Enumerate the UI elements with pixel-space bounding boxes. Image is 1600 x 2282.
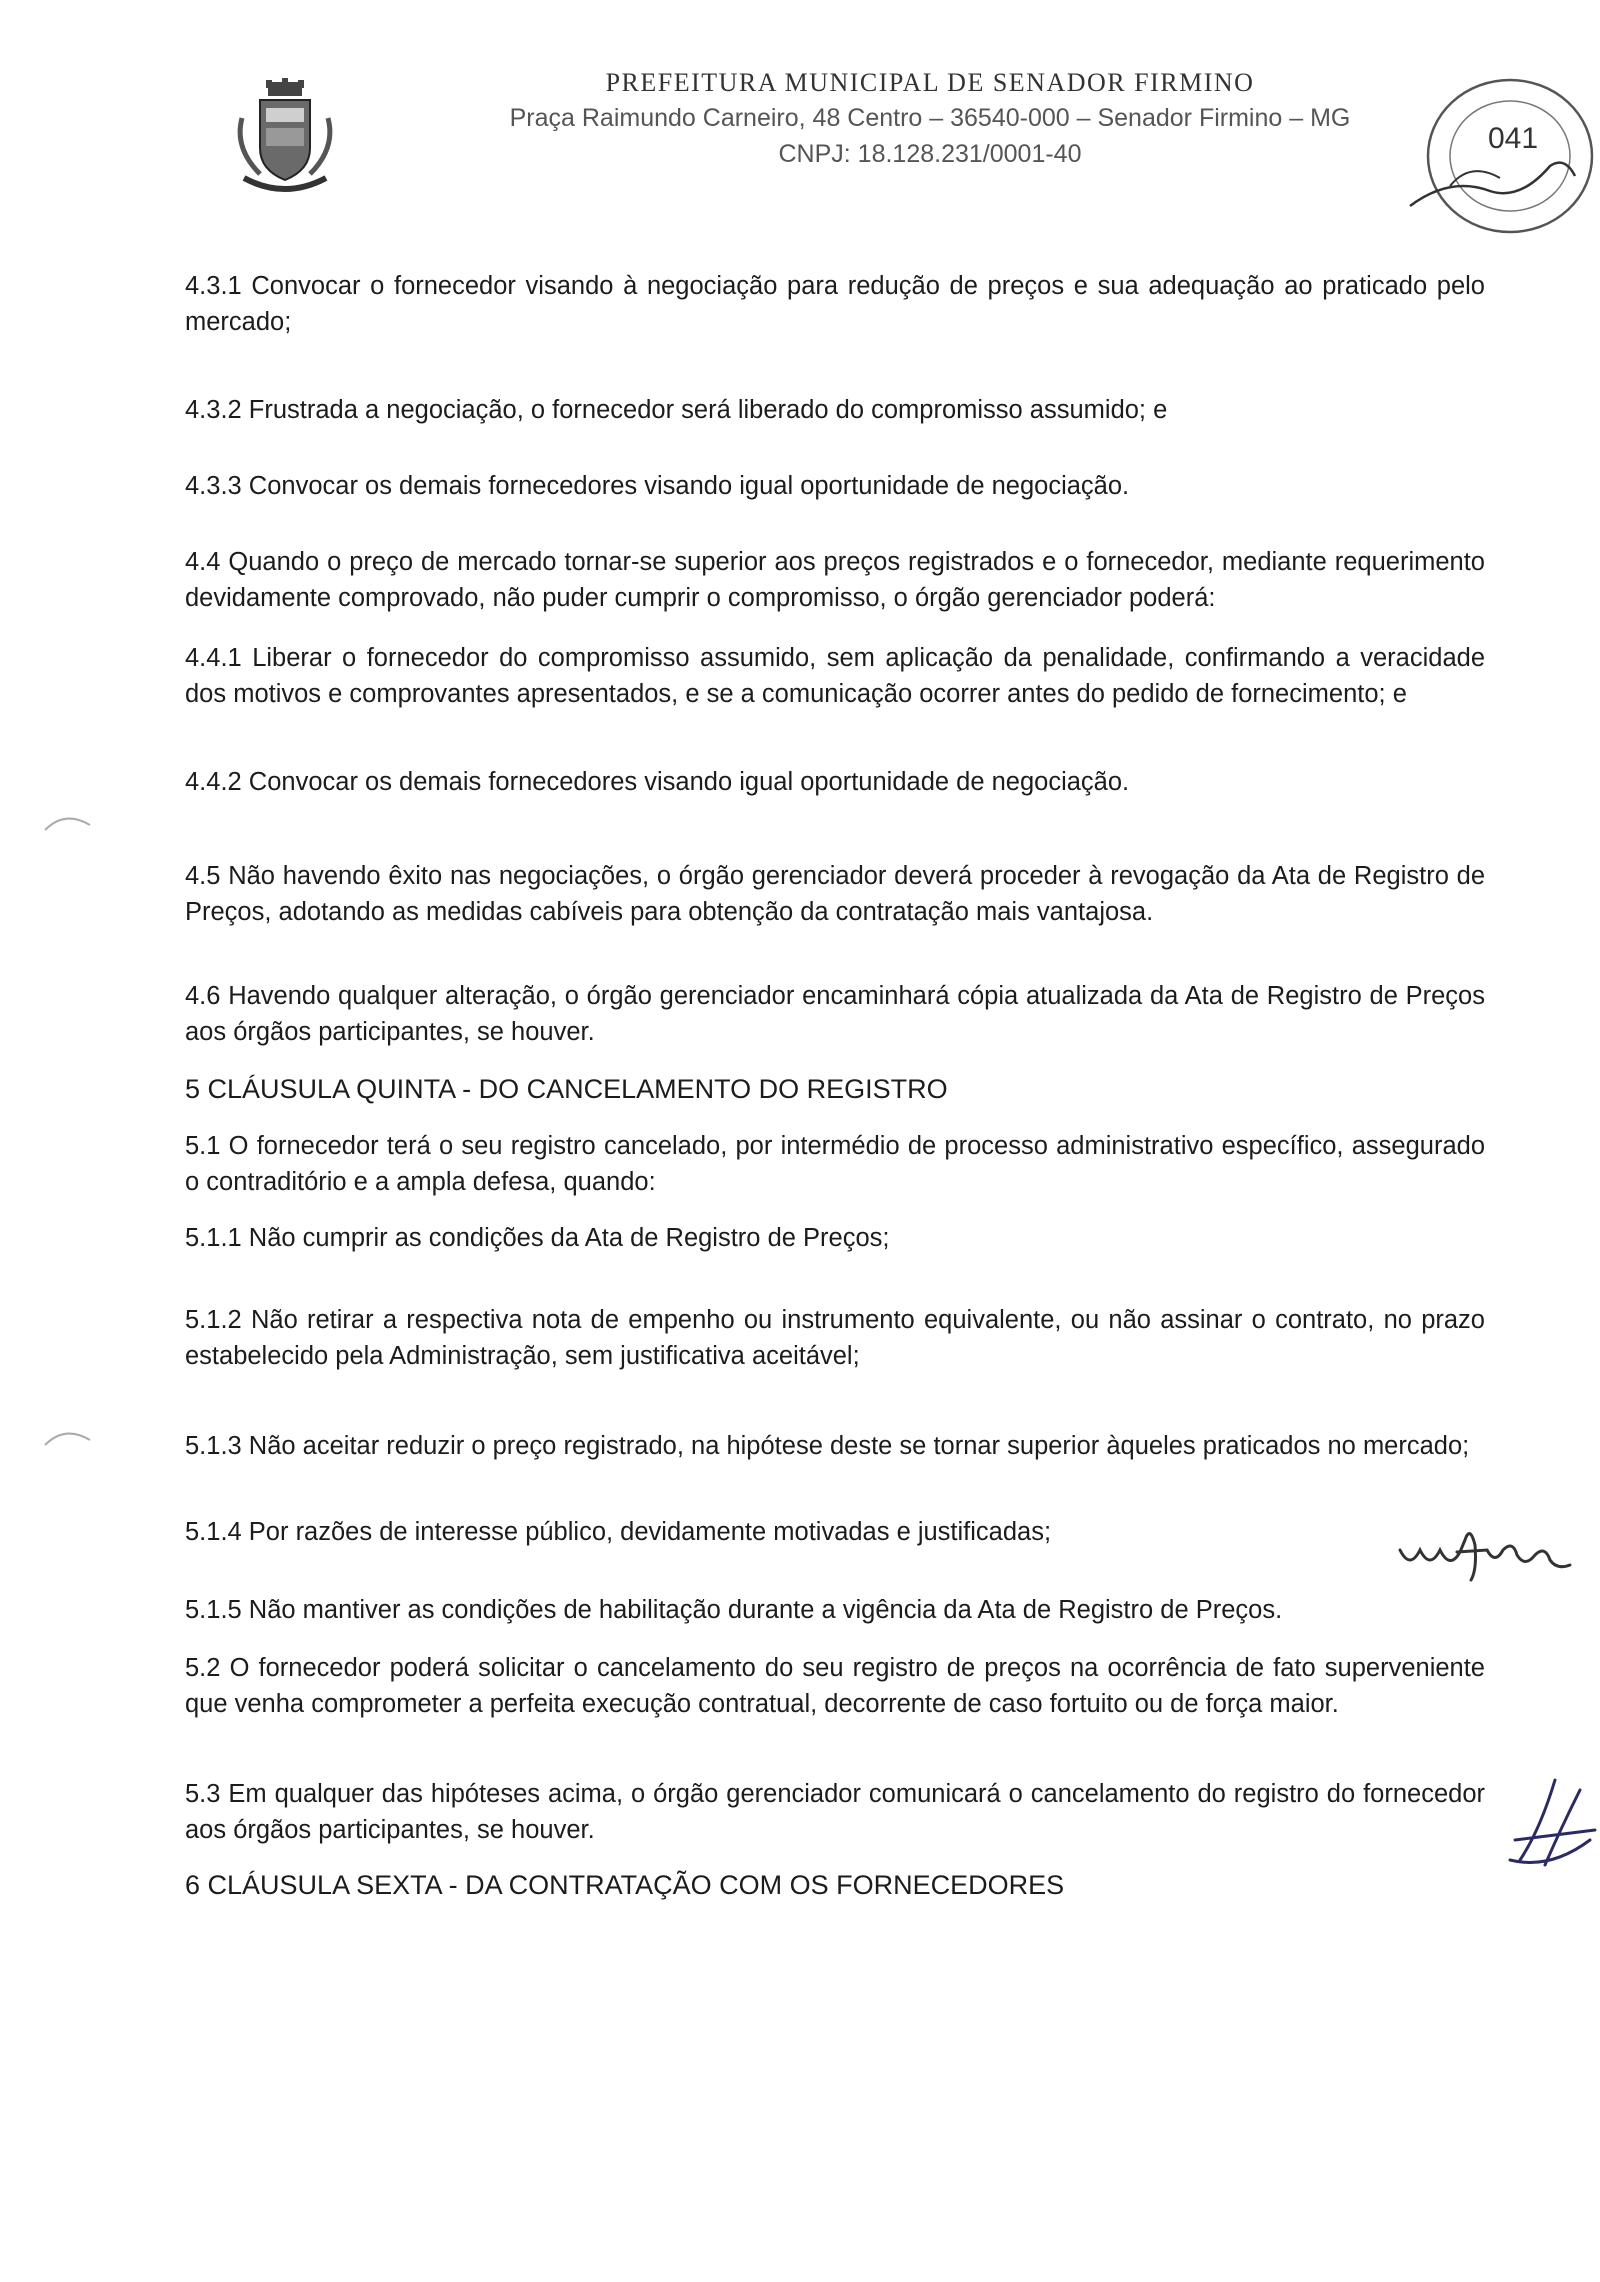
letterhead [230,66,1430,196]
document-body [185,268,1485,1904]
clause-5-1-1: 5.1.1 Não cumprir as condições da Ata de Registro de Preços; [185,1224,890,1252]
clause-5-1: 5.1 O fornecedor terá o seu registro cancelado, por intermédio de processo administrativo específico, assegurado o contraditório e a ampla defesa, quando: [185,1132,1485,1196]
scan-mark [40,1420,100,1460]
municipal-crest-icon [230,78,340,198]
clause-4-6: 4.6 Havendo qualquer alteração, o órgão gerenciador encaminhará cópia atualizada da Ata de Registro de Preços aos órgãos participantes, se houver. [185,982,1485,1046]
clause-4-4-1: 4.4.1 Liberar o fornecedor do compromisso assumido, sem aplicação da penalidade, confirmando a veracidade dos motivos e comprovantes apresentados, e se a comunicação ocorrer antes do pedido de fornecimento; e [185,644,1485,708]
handwritten-signature [1500,1770,1600,1890]
commission-stamp [1390,66,1600,241]
clause-4-4: 4.4 Quando o preço de mercado tornar-se superior aos preços registrados e o fornecedor, mediante requerimento devidamente comprovado, não puder cumprir o compromisso, o órgão gerenciador poderá: [185,548,1485,612]
stamp-number: 041 [1488,122,1539,155]
organization-name: PREFEITURA MUNICIPAL DE SENADOR FIRMINO [605,68,1255,97]
clause-4-3-2: 4.3.2 Frustrada a negociação, o fornecedor será liberado do compromisso assumido; e [185,396,1168,424]
clause-4-3-1: 4.3.1 Convocar o fornecedor visando à negociação para redução de preços e sua adequação ao praticado pelo mercado; [185,272,1485,336]
organization-address: Praça Raimundo Carneiro, 48 Centro – 36540-000 – Senador Firmino – MG [509,104,1351,132]
organization-cnpj: CNPJ: 18.128.231/0001-40 [778,140,1082,168]
clause-4-4-2: 4.4.2 Convocar os demais fornecedores visando igual oportunidade de negociação. [185,768,1130,796]
letterhead-text [440,66,1420,172]
clause-4-5: 4.5 Não havendo êxito nas negociações, o órgão gerenciador deverá proceder à revogação da Ata de Registro de Preços, adotando as medidas cabíveis para obtenção da contratação mais vantajosa. [185,862,1485,926]
scan-mark [40,805,100,845]
section-heading-5: 5 CLÁUSULA QUINTA - DO CANCELAMENTO DO REGISTRO [185,1074,948,1104]
clause-5-2: 5.2 O fornecedor poderá solicitar o cancelamento do seu registro de preços na ocorrência de fato superveniente que venha comprometer a perfeita execução contratual, decorrente de caso fortuito ou de força maior. [185,1654,1485,1718]
clause-5-1-4: 5.1.4 Por razões de interesse público, devidamente motivadas e justificadas; [185,1518,1052,1546]
section-heading-6: 6 CLÁUSULA SEXTA - DA CONTRATAÇÃO COM OS FORNECEDORES [185,1870,1065,1900]
clause-5-1-3: 5.1.3 Não aceitar reduzir o preço registrado, na hipótese deste se tornar superior àqueles praticados no mercado; [185,1432,1470,1460]
clause-5-1-5: 5.1.5 Não mantiver as condições de habilitação durante a vigência da Ata de Registro de Preços. [185,1596,1283,1624]
handwritten-initials-signature [1395,1520,1575,1590]
clause-4-3-3: 4.3.3 Convocar os demais fornecedores visando igual oportunidade de negociação. [185,472,1130,500]
clause-5-3: 5.3 Em qualquer das hipóteses acima, o órgão gerenciador comunicará o cancelamento do registro do fornecedor aos órgãos participantes, se houver. [185,1780,1485,1844]
clause-5-1-2: 5.1.2 Não retirar a respectiva nota de empenho ou instrumento equivalente, ou não assinar o contrato, no prazo estabelecido pela Administração, sem justificativa aceitável; [185,1306,1485,1370]
